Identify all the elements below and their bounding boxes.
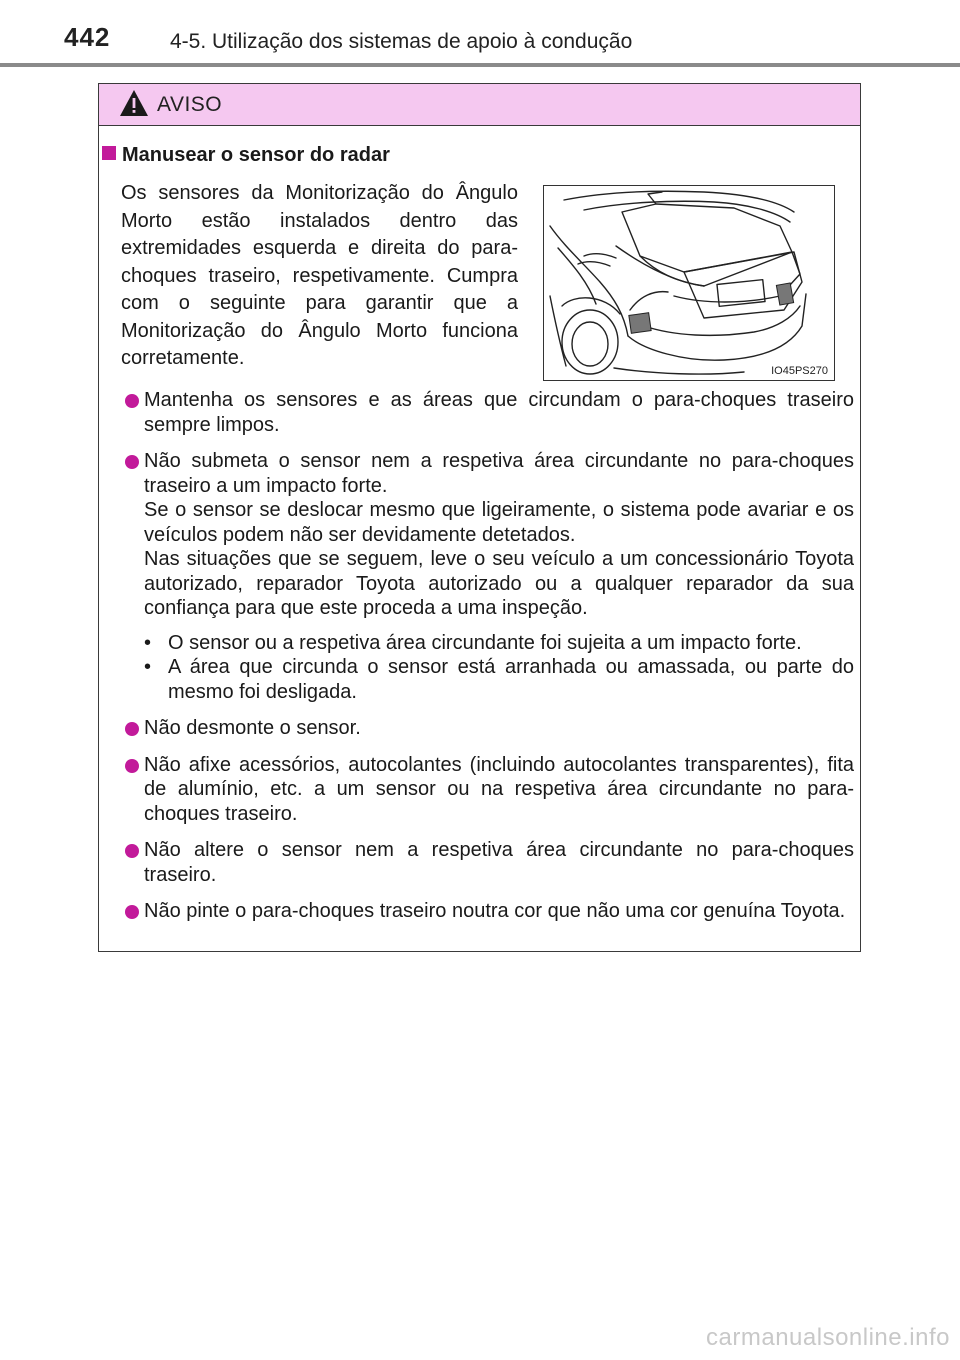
round-bullet-icon <box>125 455 139 469</box>
list-item <box>102 449 854 704</box>
warning-label: AVISO <box>157 93 223 116</box>
subheading <box>102 144 390 167</box>
round-bullet-icon <box>125 722 139 736</box>
car-rear-drawing <box>544 186 833 379</box>
intro-paragraph: Os sensores da Monitorização do Ângulo Morto estão instalados dentro das extremidades esquerda e direita do para-choques traseiro, respetivamente. Cumpra com o seguinte para garantir que a Monitorização do Ângulo Morto funciona corretamente. <box>121 182 518 369</box>
figure-code: IO45PS270 <box>771 365 828 377</box>
bullet-text: Não altere o sensor nem a respetiva área circundante no para-choques traseiro. <box>144 839 854 886</box>
page-number: 442 <box>64 22 111 52</box>
bullet-text: Não afixe acessórios, autocolantes (incluindo autocolantes transparentes), fita de alumínio, etc. a um sensor ou na respetiva área circundante no para-choques traseiro. <box>144 753 854 825</box>
page-header <box>0 0 960 70</box>
square-bullet-icon <box>102 146 116 160</box>
list-item <box>102 899 854 924</box>
bullet-list <box>102 388 854 936</box>
round-bullet-icon <box>125 759 139 773</box>
list-item <box>102 388 854 437</box>
bullet-text: Se o sensor se deslocar mesmo que ligeiramente, o sistema pode avariar e os veículos podem não ser devidamente detetados. <box>144 499 854 546</box>
bullet-text: Nas situações que se seguem, leve o seu veículo a um concessionário Toyota autorizado, reparador Toyota autorizado ou a qualquer reparador da sua confiança para que este proceda a uma inspeção. <box>144 548 854 619</box>
car-rear-illustration <box>543 185 835 381</box>
dot-marker-icon: • <box>144 631 152 654</box>
dot-marker-icon: • <box>144 656 152 678</box>
section-title: 4-5. Utilização dos sistemas de apoio à condução <box>170 30 633 53</box>
round-bullet-icon <box>125 394 139 408</box>
sub-bullet-list <box>144 631 854 705</box>
sub-bullet-text: A área que circunda o sensor está arranhada ou amassada, ou parte do mesmo foi desligada. <box>168 656 854 703</box>
bullet-text: Não submeta o sensor nem a respetiva área circundante no para-choques traseiro a um impacto forte. <box>144 450 854 497</box>
sub-list-item <box>144 655 854 704</box>
sub-list-item <box>144 631 854 656</box>
sub-bullet-text: O sensor ou a respetiva área circundante foi sujeita a um impacto forte. <box>168 631 802 654</box>
header-rule <box>0 63 960 67</box>
round-bullet-icon <box>125 905 139 919</box>
bullet-text: Não pinte o para-choques traseiro noutra cor que não uma cor genuína Toyota. <box>144 900 846 922</box>
bullet-text: Não desmonte o sensor. <box>144 717 361 739</box>
list-item <box>102 716 854 741</box>
warning-header <box>99 84 860 126</box>
round-bullet-icon <box>125 844 139 858</box>
bullet-text: Mantenha os sensores e as áreas que circundam o para-choques traseiro sempre limpos. <box>144 389 854 436</box>
list-item <box>102 753 854 827</box>
list-item <box>102 838 854 887</box>
warning-triangle-icon <box>119 89 149 117</box>
watermark: carmanualsonline.info <box>706 1324 950 1351</box>
subheading-text: Manusear o sensor do radar <box>122 144 390 166</box>
